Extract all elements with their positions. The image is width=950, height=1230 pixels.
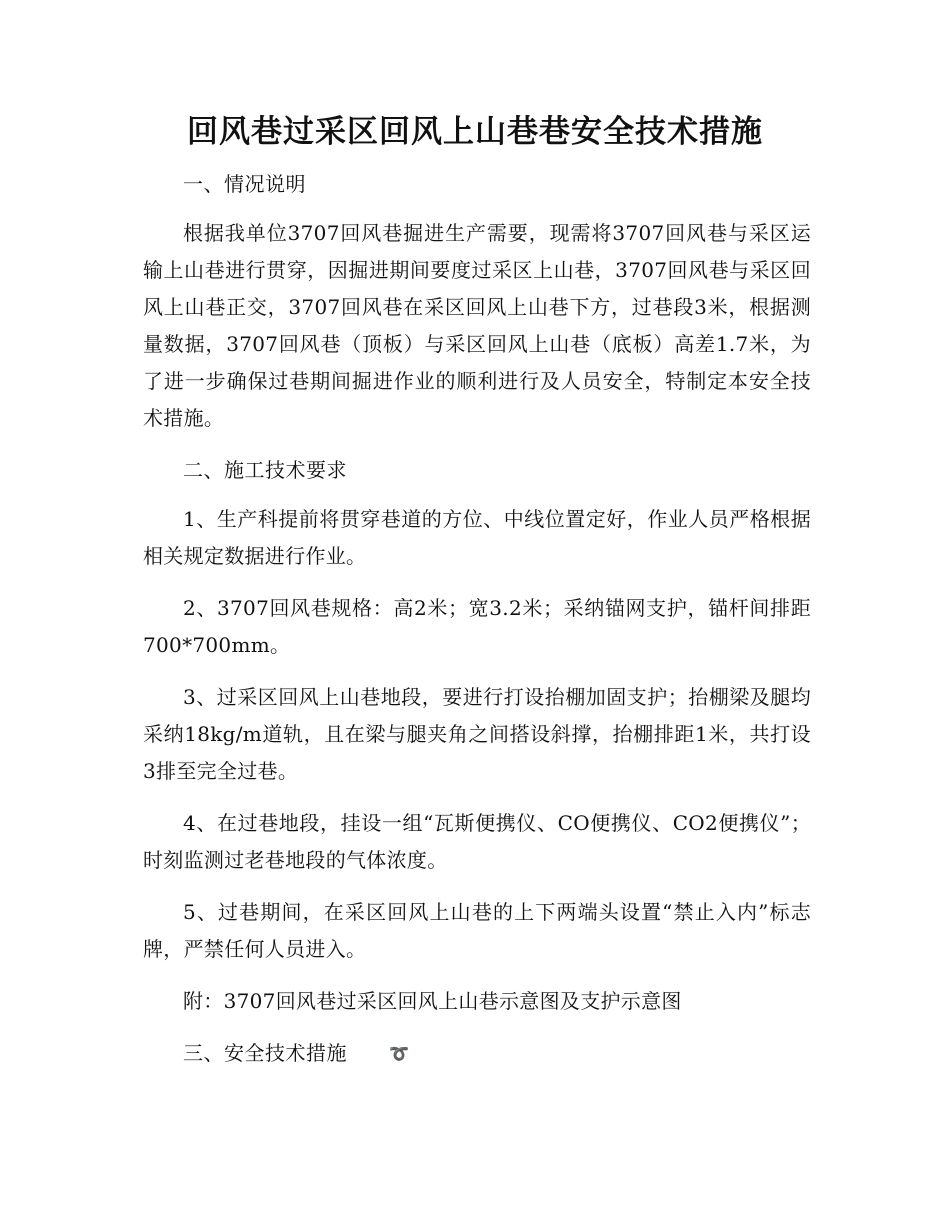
document-body [143,166,811,1084]
section-heading-safety-measures-text: 三、安全技术措施 [183,1041,347,1065]
requirement-item-2: 2、3707回风巷规格：高2米；宽3.2米；采纳锚网支护，锚杆间排距700*700mm。 [143,596,811,657]
situation-paragraph: 根据我单位3707回风巷掘进生产需要，现需将3707回风巷与采区运输上山巷进行贯穿，因掘进期间要度过采区上山巷，3707回风巷与采区回风上山巷正交，3707回风巷在采区回风上山巷下方，过巷段3米，根据测量数据，3707回风巷（顶板）与采区回风上山巷（底板）高差1.7米，为了进一步确保过巷期间掘进作业的顺利进行及人员安全，特制定本安全技术措施。 [143,221,811,430]
section-heading-situation: 一、情况说明 [183,172,306,196]
section-heading-technical-requirements: 二、施工技术要求 [183,458,347,482]
requirement-item-3: 3、过采区回风上山巷地段，要进行打设抬棚加固支护；抬棚梁及腿均采纳18kg/m道轨，且在梁与腿夹角之间搭设斜撑，抬棚排距1米，共打设3排至完全过巷。 [143,685,811,783]
appendix-note: 附：3707回风巷过采区回风上山巷示意图及支护示意图 [183,989,682,1013]
document-title: 回风巷过采区回风上山巷巷安全技术措施 [187,114,763,150]
requirement-item-5: 5、过巷期间，在采区回风上山巷的上下两端头设置“禁止入内”标志牌，严禁任何人员进入。 [143,900,811,961]
curl-mark-icon: ➰ [389,1044,410,1063]
requirement-item-4: 4、在过巷地段，挂设一组“瓦斯便携仪、CO便携仪、CO2便携仪”；时刻监测过老巷地段的气体浓度。 [143,811,811,872]
requirement-item-1: 1、生产科提前将贯穿巷道的方位、中线位置定好，作业人员严格根据相关规定数据进行作业。 [143,507,811,568]
section-heading-safety-measures [143,1035,811,1072]
